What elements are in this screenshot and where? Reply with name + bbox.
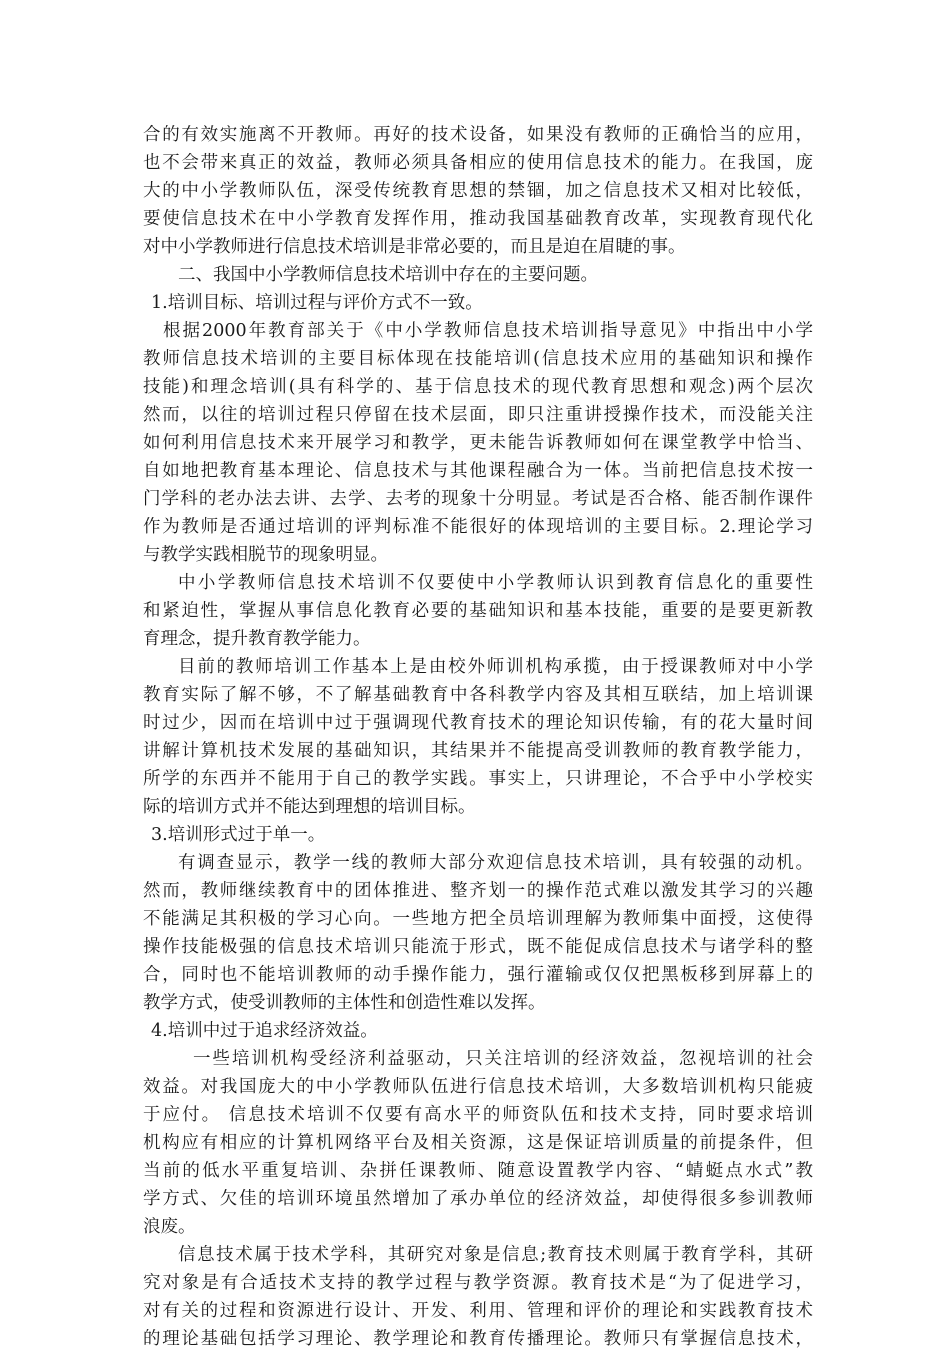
text-line: 浪废。 (143, 1217, 196, 1237)
text-line: 教学方式，使受训教师的主体性和创造性难以发挥。 (143, 993, 546, 1013)
text-line: 所学的东西并不能用于自己的教学实践。事实上，只讲理论，不合乎中小学校实 (143, 769, 813, 789)
text-line: 时过少，因而在培训中过于强调现代教育技术的理论知识传输，有的花大量时间 (143, 713, 813, 733)
text-line: 合，同时也不能培训教师的动手操作能力，强行灌输或仅仅把黑板移到屏幕上的 (143, 965, 813, 985)
text-line: 然而，以往的培训过程只停留在技术层面，即只注重讲授操作技术，而没能关注 (143, 405, 813, 425)
text-line: 于应付。 信息技术培训不仅要有高水平的师资队伍和技术支持，同时要求培训 (143, 1105, 813, 1125)
text-line: 究对象是有合适技术支持的教学过程与教学资源。教育技术是“为了促进学习， (143, 1273, 813, 1293)
text-line: 3.培训形式过于单一。 (151, 825, 326, 845)
text-line: 1.培训目标、培训过程与评价方式不一致。 (151, 293, 483, 313)
text-line: 机构应有相应的计算机网络平台及相关资源，这是保证培训质量的前提条件，但 (143, 1133, 813, 1153)
text-line: 对中小学教师进行信息技术培训是非常必要的，而且是迫在眉睫的事。 (143, 237, 686, 257)
text-line: 有调查显示，教学一线的教师大部分欢迎信息技术培训，具有较强的动机。 (178, 853, 813, 873)
text-line: 如何利用信息技术来开展学习和教学，更未能告诉教师如何在课堂教学中恰当、 (143, 433, 813, 453)
text-line: 一些培训机构受经济利益驱动，只关注培训的经济效益，忽视培训的社会 (193, 1049, 813, 1069)
text-line: 讲解计算机技术发展的基础知识，其结果并不能提高受训教师的教育教学能力， (143, 741, 813, 761)
text-line: 和紧迫性，掌握从事信息化教育必要的基础知识和基本技能，重要的是要更新教 (143, 601, 813, 621)
text-line: 二、我国中小学教师信息技术培训中存在的主要问题。 (178, 265, 598, 285)
text-line: 效益。对我国庞大的中小学教师队伍进行信息技术培训，大多数培训机构只能疲 (143, 1077, 813, 1097)
text-line: 际的培训方式并不能达到理想的培训目标。 (143, 797, 476, 817)
text-line: 大的中小学教师队伍，深受传统教育思想的禁锢，加之信息技术又相对比较低， (143, 181, 813, 201)
text-line: 然而，教师继续教育中的团体推进、整齐划一的操作范式难以激发其学习的兴趣 (143, 881, 813, 901)
text-line: 4.培训中过于追求经济效益。 (151, 1021, 378, 1041)
text-line: 门学科的老办法去讲、去学、去考的现象十分明显。考试是否合格、能否制作课件 (143, 489, 813, 509)
text-line: 目前的教师培训工作基本上是由校外师训机构承揽，由于授课教师对中小学 (178, 657, 813, 677)
text-line: 不能满足其积极的学习心向。一些地方把全员培训理解为教师集中面授，这使得 (143, 909, 813, 929)
text-line: 信息技术属于技术学科，其研究对象是信息;教育技术则属于教育学科，其研 (178, 1245, 813, 1265)
text-line: 与教学实践相脱节的现象明显。 (143, 545, 388, 565)
text-line: 对有关的过程和资源进行设计、开发、利用、管理和评价的理论和实践教育技术 (143, 1301, 813, 1321)
text-line: 学方式、欠佳的培训环境虽然增加了承办单位的经济效益，却使得很多参训教师 (143, 1189, 813, 1209)
text-line: 要使信息技术在中小学教育发挥作用，推动我国基础教育改革，实现教育现代化 (143, 209, 813, 229)
text-line: 的理论基础包括学习理论、教学理论和教育传播理论。教师只有掌握信息技术， (143, 1329, 813, 1349)
text-line: 中小学教师信息技术培训不仅要使中小学教师认识到教育信息化的重要性 (178, 573, 813, 593)
text-line: 教师信息技术培训的主要目标体现在技能培训(信息技术应用的基础知识和操作 (143, 349, 813, 369)
text-line: 技能)和理念培训(具有科学的、基于信息技术的现代教育思想和观念)两个层次 (143, 377, 813, 397)
text-line: 操作技能极强的信息技术培训只能流于形式，既不能促成信息技术与诸学科的整 (143, 937, 813, 957)
text-line: 合的有效实施离不开教师。再好的技术设备，如果没有教师的正确恰当的应用， (143, 125, 813, 145)
text-line: 当前的低水平重复培训、杂拼任课教师、随意设置教学内容、“蜻蜓点水式”教 (143, 1161, 813, 1181)
text-line: 作为教师是否通过培训的评判标准不能很好的体现培训的主要目标。2.理论学习 (143, 517, 813, 537)
document-body-text (143, 121, 813, 1353)
text-line: 教育实际了解不够，不了解基础教育中各科教学内容及其相互联结，加上培训课 (143, 685, 813, 705)
text-line: 也不会带来真正的效益，教师必须具备相应的使用信息技术的能力。在我国，庞 (143, 153, 813, 173)
text-line: 自如地把教育基本理论、信息技术与其他课程融合为一体。当前把信息技术按一 (143, 461, 813, 481)
text-line: 根据2000年教育部关于《中小学教师信息技术培训指导意见》中指出中小学 (163, 321, 813, 341)
text-line: 育理念，提升教育教学能力。 (143, 629, 371, 649)
